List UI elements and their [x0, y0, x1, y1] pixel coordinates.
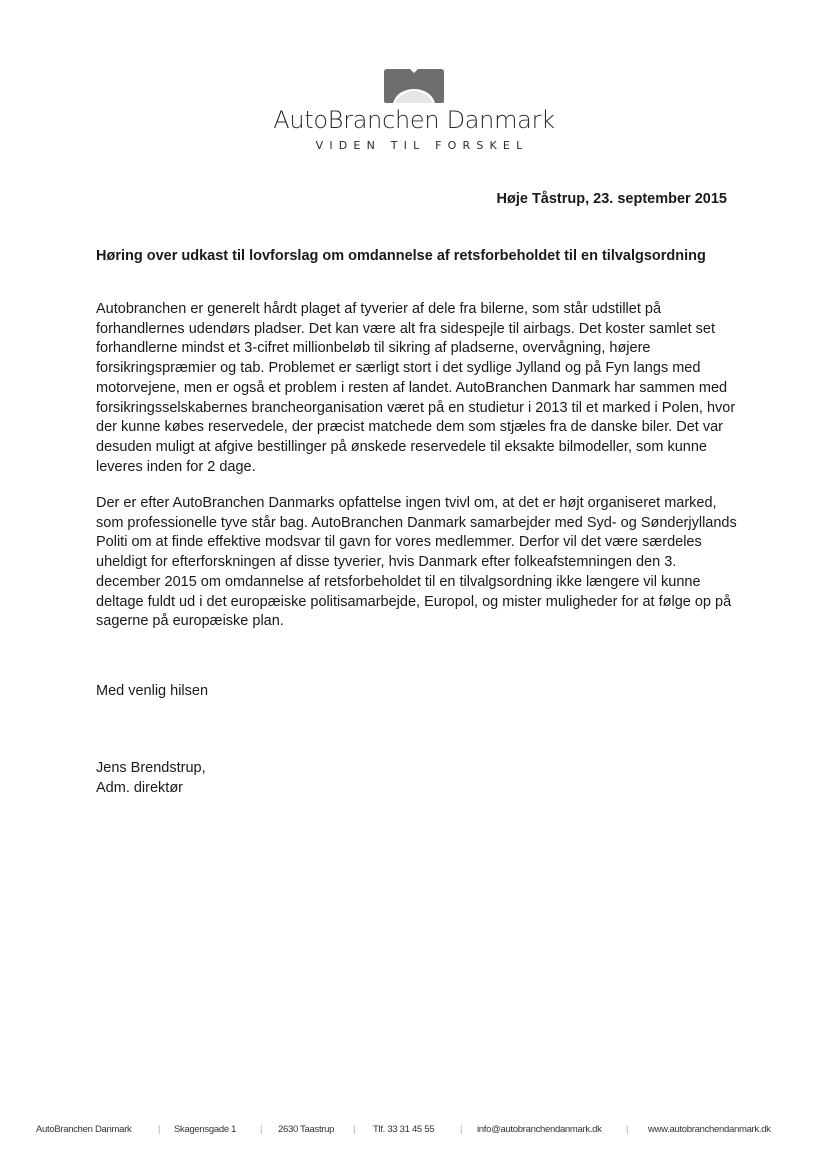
- footer-separator: |: [353, 1124, 356, 1135]
- footer-separator: |: [460, 1124, 463, 1135]
- signer-name: Jens Brendstrup,: [96, 760, 206, 776]
- letter-subject: Høring over udkast til lovforslag om omdannelse af retsforbeholdet til en tilvalgsordning: [96, 248, 706, 264]
- footer-separator: |: [158, 1124, 161, 1135]
- place-date: Høje Tåstrup, 23. september 2015: [496, 191, 727, 207]
- footer-website-link[interactable]: www.autobranchendanmark.dk: [648, 1124, 771, 1135]
- closing-salutation: Med venlig hilsen: [96, 683, 209, 699]
- footer-address: Skagensgade 1: [174, 1124, 237, 1135]
- car-logo-icon: [382, 68, 446, 104]
- body-paragraph-1: Autobranchen er generelt hårdt plaget af tyverier af dele fra bilerne, som står udstillet på forhandlernes udendørs pladser. Det kan være alt fra sidespejle til airbags. Det koster samlet set forhandlerne mindst et 3-cifret millionbeløb til sikring af pladserne, overvågning, højere forsikringspræmier og tab. Problemet er særligt stort i det sydlige Jylland og på Fyn langs med motorvejene, men er også et problem i resten af landet. AutoBranchen Danmark har sammen med forsikringsselskabernes brancheorganisation været på en studietur i 2013 til et marked i Polen, hvor der kunne købes reservedele, der præcist matchede dem som stjæles fra de danske biler. Det var desuden muligt at afgive bestillinger på ønskede reservedele til eksakte bilmodeller, som kunne leveres inden for 2 dage.: [96, 301, 736, 475]
- organization-tagline: VIDEN TIL FORSKEL: [315, 139, 529, 152]
- footer-phone: Tlf. 33 31 45 55: [373, 1124, 435, 1135]
- signer-title: Adm. direktør: [96, 779, 184, 796]
- organization-name: AutoBranchen Danmark: [273, 106, 555, 134]
- letter-footer: [0, 1124, 828, 1138]
- footer-organization: AutoBranchen Danmark: [36, 1124, 132, 1135]
- footer-separator: |: [626, 1124, 629, 1135]
- footer-city: 2630 Taastrup: [278, 1124, 335, 1135]
- signature-block: [96, 759, 206, 798]
- body-paragraph-2: Der er efter AutoBranchen Danmarks opfattelse ingen tvivl om, at det er højt organiseret marked, som professionelle tyve står bag. AutoBranchen Danmark samarbejder med Syd- og Sønderjyllands Politi om at finde effektive modsvar til gavn for vores medlemmer. Derfor vil det være særdeles uheldigt for efterforskningen af disse tyverier, hvis Danmark efter folkeafstemningen den 3. december 2015 om omdannelse af retsforbeholdet til en tilvalgsordning ikke længere vil kunne deltage fuldt ud i det europæiske politisamarbejde, Europol, og mister muligheder for at følge op på sagerne på europæiske plan.: [96, 495, 737, 630]
- footer-separator: |: [260, 1124, 263, 1135]
- footer-email-link[interactable]: info@autobranchendanmark.dk: [477, 1124, 602, 1135]
